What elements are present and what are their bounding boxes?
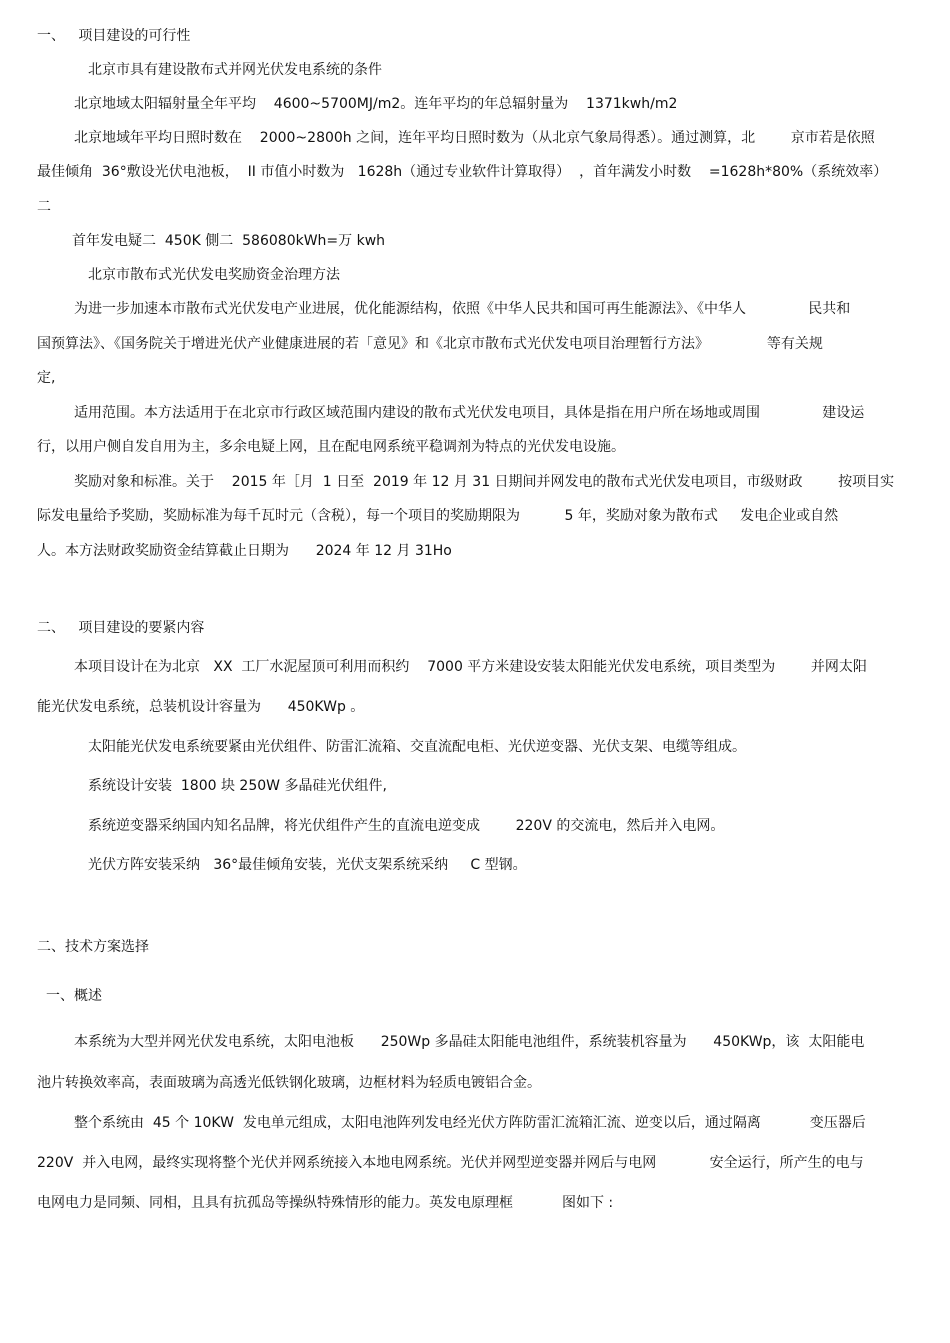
paragraph-reward-line3: 人。本方法财政奖励资金结算截止日期为 2024 年 12 月 31Ho [37,543,452,559]
paragraph-reward-line2: 际发电量给予奖励，奖励标准为每千瓦时元（含税），每一个项目的奖励期限为 5 年，奖励对象为散布式 发电企业或自然 [37,508,839,524]
section1-heading: 一、 项目建设的可行性 [37,28,191,44]
paragraph-inverter: 系统逆变器采纳国内知名品牌，将光伏组件产生的直流电逆变成 220V 的交流电，然后并入电网。 [88,818,725,834]
paragraph-sunshine-line3: 二 [37,199,51,215]
paragraph-policy-line2: 国预算法》、《国务院关于增进光伏产业健康进展的若「意见》和《北京市散布式光伏发电项目治理暂行方法》 等有关规 [37,336,823,352]
paragraph-reward-line1: 奖励对象和标准。关于 2015 年［月 1 日至 2019 年 12 月 31 日期间并网发电的散布式光伏发电项目，市级财政 按项目实 [74,474,895,490]
section2-heading: 二、 项目建设的要紧内容 [37,620,205,636]
paragraph-components: 太阳能光伏发电系统要紧由光伏组件、防雷汇流箱、交直流配电柜、光伏逆变器、光伏支架、电缆等组成。 [88,739,746,755]
paragraph-project-line1: 本项目设计在为北京 XX 工厂水泥屋顶可利用而积约 7000 平方米建设安装太阳能光伏发电系统，项目类型为 并网太阳 [74,659,867,675]
paragraph-units-line1: 整个系统由 45 个 10KW 发电单元组成，太阳电池阵列发电经光伏方阵防雷汇流箱汇流、逆变以后，通过隔离 变压器后 [74,1115,866,1131]
paragraph-sunshine-line1: 北京地域年平均日照时数在 2000~2800h 之间，连年平均日照时数为（从北京气象局得悉）。通过测算，北 京市若是依照 [74,130,875,146]
paragraph-policy-line3: 定, [37,370,56,386]
paragraph-project-line2: 能光伏发电系统，总装机设计容量为 450KWp 。 [37,699,365,715]
paragraph-units-line2: 220V 并入电网，最终实现将整个光伏并网系统接入本地电网系统。光伏并网型逆变器并网后与电网 安全运行，所产生的电与 [37,1155,864,1171]
paragraph-sunshine-line2: 最佳倾角 36°敷设光伏电池板， II 巿值小时数为 1628h（通过专业软件计算取得） ，首年满发小时数 =1628h*80%（系统效率） [37,164,888,180]
section1-subtitle-incentives: 北京市散布式光伏发电奖励资金治理方法 [88,267,340,283]
paragraph-array-mount: 光伏方阵安装采纳 36°最佳倾角安装，光伏支架系统采纳 C 型钢。 [88,857,527,873]
paragraph-system-line1: 本系统为大型并网光伏发电系统，太阳电池板 250Wp 多晶硅太阳能电池组件，系统装机容量为 450KWp，该 太阳能电 [74,1034,865,1050]
paragraph-radiation: 北京地域太阳辐射量全年平均 4600~5700MJ/m2。连年平均的年总辐射量为 1371kwh/m2 [74,96,678,112]
paragraph-policy-line1: 为进一步加速本市散布式光伏发电产业进展，优化能源结构，依照《中华人民共和国可再生能源法》、《中华人 民共和 [74,301,851,317]
paragraph-first-year-output: 首年发电疑二 450K 側二 586080kWh=万 kwh [72,233,386,249]
section1-subtitle-conditions: 北京市具有建设散布式并网光伏发电系统的条件 [88,62,382,78]
section3-heading: 二、技术方案选择 [37,939,149,955]
paragraph-system-line2: 池片转换效率高，表面玻璃为高透光低铁钢化玻璃，边框材料为轻质电镀铝合金。 [37,1075,541,1091]
paragraph-units-line3: 电网电力是同频、同相，且具有抗孤岛等操纵特殊情形的能力。英发电原理框 图如下 : [37,1195,614,1211]
section3-subheading-overview: 一、概述 [46,988,102,1004]
paragraph-scope-line1: 适用范围。本方法适用于在北京市行政区域范围内建设的散布式光伏发电项目，具体是指在用户所在场地或周围 建设运 [74,405,865,421]
paragraph-scope-line2: 行，以用户侧自发自用为主，多余电疑上网，且在配电网系统平稳调剂为特点的光伏发电设施。 [37,439,625,455]
paragraph-modules: 系统设计安装 1800 块 250W 多晶硅光伏组件, [88,778,387,794]
